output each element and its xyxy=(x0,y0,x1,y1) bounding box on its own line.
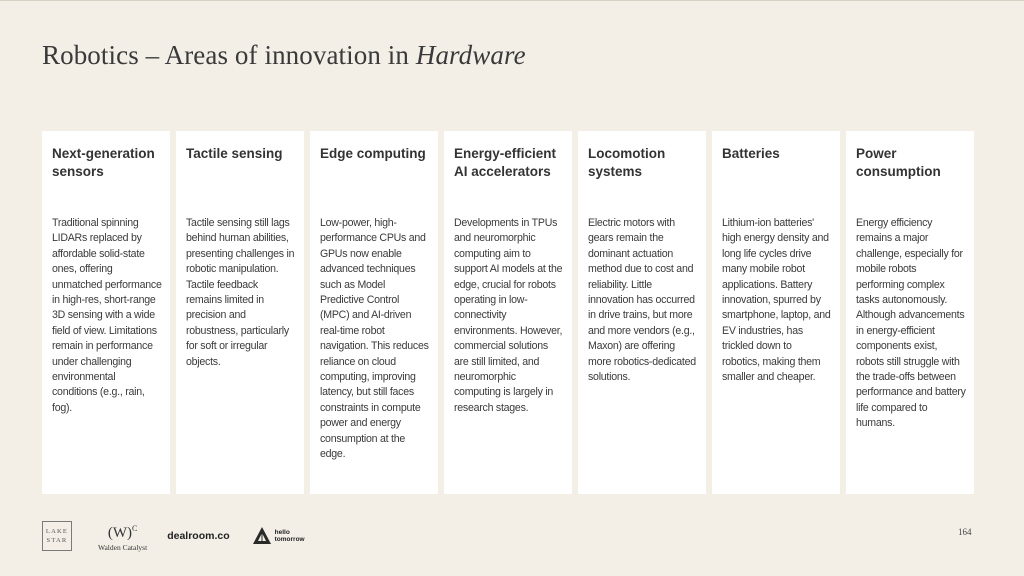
hello-tomorrow-wordmark xyxy=(275,529,305,543)
lakestar-logo-line2: STAR xyxy=(46,537,68,544)
footer-logos xyxy=(42,518,305,554)
page-title xyxy=(42,40,526,71)
card-body: Traditional spinning LIDARs replaced by affordable solid-state ones, offering unmatched performance in high-res, short-range 3D sensing with a wide field of view. Limitations remain in performance under challenging environmental conditions (e.g., rain, fog). xyxy=(52,217,162,414)
card-batteries xyxy=(712,131,840,494)
card-title: Edge computing xyxy=(320,146,426,161)
hello-tomorrow-line2: tomorrow xyxy=(274,536,305,543)
page-title-emphasis: Hardware xyxy=(415,40,526,70)
walden-logo-mark xyxy=(108,521,138,541)
card-body: Electric motors with gears remain the dominant actuation method due to cost and reliability. Little innovation has occurred in drive trains, but more and more vendors (e.g., Maxon) are offering more robotics-dedicated solutions. xyxy=(588,217,696,384)
card-title: Tactile sensing xyxy=(186,146,283,161)
card-body: Developments in TPUs and neuromorphic computing aim to support AI models at the edge, crucial for robots operating in low-connectivity environments. However, commercial solutions are still limited, and neuromorphic computing is largely in research stages. xyxy=(454,217,563,414)
walden-logo-mark-text: (W) xyxy=(107,524,132,541)
hello-tomorrow-emblem-icon xyxy=(252,526,272,546)
card-next-generation-sensors xyxy=(42,131,170,494)
card-tactile-sensing xyxy=(176,131,304,494)
hello-tomorrow-line1: hello xyxy=(274,529,290,536)
top-divider xyxy=(0,0,1024,1)
hello-tomorrow-logo xyxy=(252,526,305,546)
card-title: Next-generation sensors xyxy=(52,146,155,179)
walden-catalyst-logo xyxy=(98,521,147,552)
card-title: Locomotion systems xyxy=(588,146,666,179)
innovation-cards xyxy=(42,131,974,494)
walden-logo-mark-sup: C xyxy=(132,523,138,533)
card-energy-efficient-ai-accelerators xyxy=(444,131,572,494)
walden-logo-name: Walden Catalyst xyxy=(98,542,148,552)
card-locomotion-systems xyxy=(578,131,706,494)
lakestar-logo-line1: LAKE xyxy=(45,528,69,535)
card-title: Batteries xyxy=(722,146,780,161)
dealroom-logo: dealroom.co xyxy=(167,530,230,542)
card-body: Low-power, high-performance CPUs and GPUs now enable advanced techniques such as Model Predictive Control (MPC) and AI-driven real-time robot navigation. This reduces reliance on cloud computing, improving latency, but still faces constraints in compute power and energy consumption at the edge. xyxy=(320,217,429,461)
card-power-consumption xyxy=(846,131,974,494)
card-body: Energy efficiency remains a major challenge, especially for mobile robots performing complex tasks autonomously. Although advancements in energy-efficient components exist, robots still struggle with the trade-offs between performance and battery life compared to humans. xyxy=(856,217,966,430)
lakestar-logo xyxy=(42,521,72,551)
page-title-main: Robotics – Areas of innovation in xyxy=(42,40,416,70)
card-body: Lithium-ion batteries' high energy density and long life cycles drive many mobile robot applications. Battery innovation, spurred by smartphone, laptop, and EV industries, has trickled down to robotics, making them smaller and cheaper. xyxy=(722,217,831,384)
card-edge-computing xyxy=(310,131,438,494)
card-title: Power consumption xyxy=(856,146,941,179)
card-title: Energy-efficient AI accelerators xyxy=(454,146,557,179)
card-body: Tactile sensing still lags behind human abilities, presenting challenges in robotic manipulation. Tactile feedback remains limited in precision and robustness, particularly for soft or irregular objects. xyxy=(186,217,295,368)
page-number: 164 xyxy=(958,527,972,537)
